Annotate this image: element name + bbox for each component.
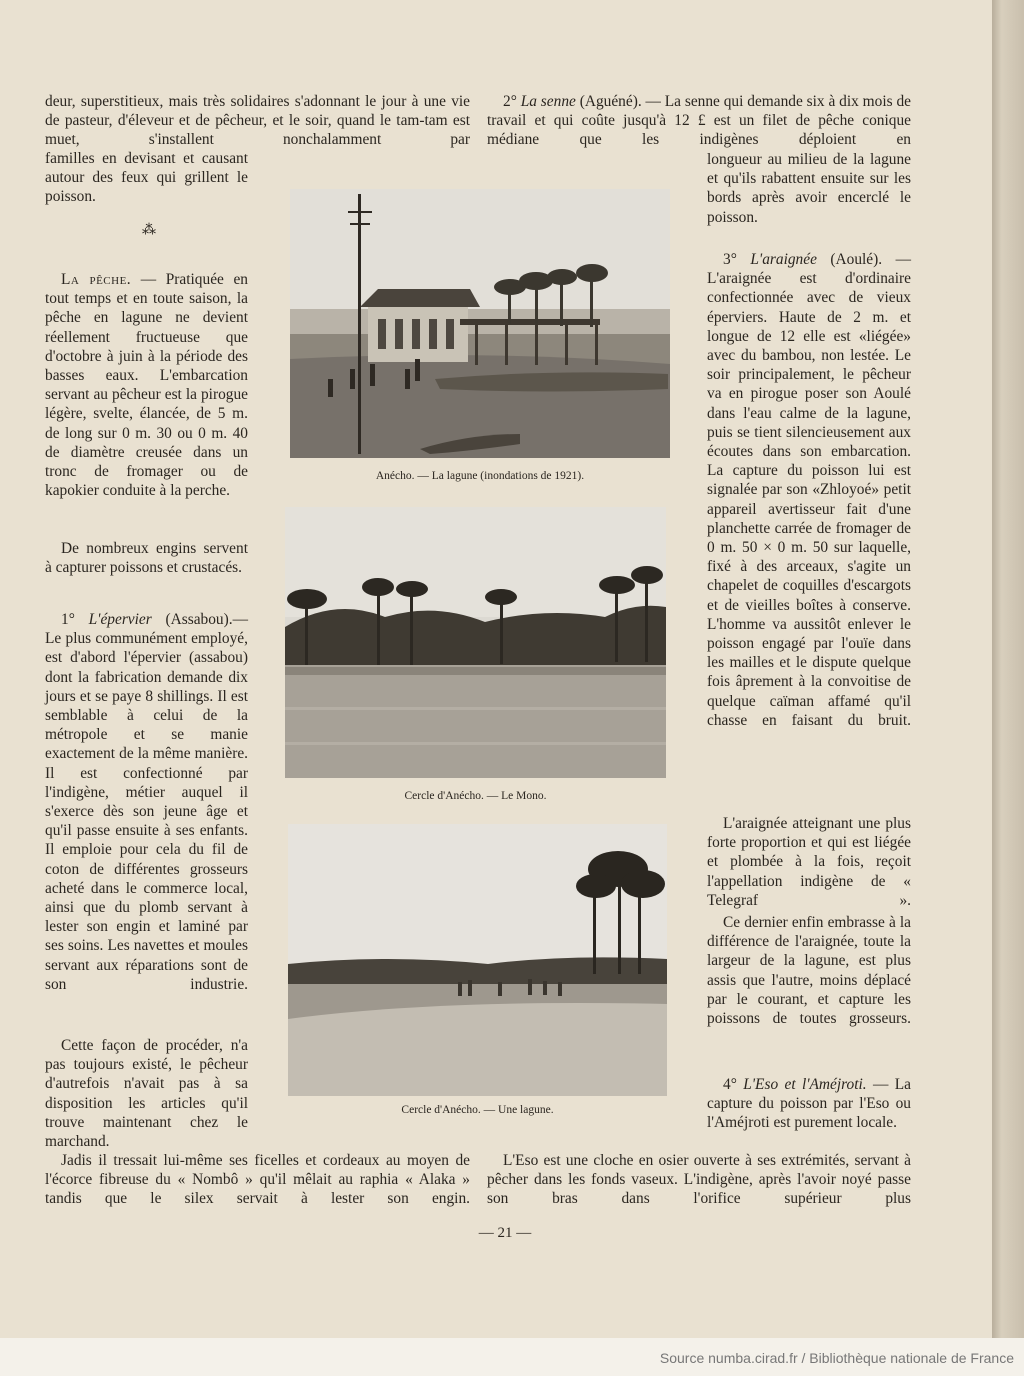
jadis-paragraph [45, 1151, 470, 1209]
eso-desc-paragraph [487, 1151, 911, 1209]
epervier-title: L'épervier [88, 611, 152, 628]
facon-paragraph [45, 1036, 248, 1151]
epervier-paragraph [45, 610, 248, 994]
peche-text: — Pratiquée en tout temps et en toute saison, la pêche en lagune ne devient réellement fructueuse que d'octobre à juin à la période des basses eaux. L'embarcation servant au pêcheur est la pirogue légère, svelte, élancée, de 5 m. de long sur 0 m. 30 ou 0 m. 40 de diamètre creusée dans un tronc de fromager ou de kapokier conduite à la perche. [45, 271, 248, 500]
eso-title: L'Eso et l'Améjroti. [743, 1076, 867, 1093]
photo-aneco-lagune [290, 189, 670, 458]
peche-paragraph [45, 270, 248, 500]
senne-num: 2° [503, 93, 521, 110]
photo-une-lagune [288, 824, 667, 1096]
senne-text: (Aguéné). — La senne qui demande six à dix mois de travail et qui coûte jusqu'à 12 £ est un filet de pêche conique médiane que les indigènes déploient en [487, 93, 911, 149]
engins-paragraph [45, 539, 248, 577]
araignee-paragraph [707, 250, 911, 730]
eso-paragraph [707, 1075, 911, 1133]
jadis-text: Jadis il tressait lui-même ses ficelles et cordeaux au moyen de l'écorce fibreuse du « Nombô » qu'il mêlait au raphia « Alaka » tandis que le silex servait à lester son engin. [45, 1152, 470, 1208]
intro-paragraph: deur, superstitieux, mais très solidaires s'adonnant le jour à une vie de pasteur, d'éleveur et de pêcheur, et le soir, quand le tam-tam est muet, s'installent nonchalamment par [45, 93, 470, 149]
caption-photo-2: Cercle d'Anécho. — Le Mono. [404, 790, 547, 802]
caption-photo-1: Anécho. — La lagune (inondations de 1921). [375, 470, 585, 482]
peche-heading: La pêche. [61, 271, 132, 288]
page-number: — 21 — [478, 1225, 532, 1241]
araignee-text: (Aoulé). — L'araignée est d'ordinaire confectionnée avec de vieux éperviers. Haute de 2 m. et longue de 12 elle est «liégée» avec du bambou, non lestée. Le soir principalement, le pêcheur va en pirogue poser son Aoulé dans l'eau calme de la lagune, puis se tient silencieusement aux écoutes dans son embarcation. La capture du poisson lui est signalée par son «Zhloyoé» petit appareil avertisseur fait d'une planchette carrée de fromager de 0 m. 50 × 0 m. 50 sur laquelle, fixé à des arceaux, s'agite un chapelet de coquilles d'escargots et de vieilles boîtes à conserve. L'homme va aussitôt enlever le poisson engagé par l'ouïe dans les mailles et le dispute quelque fois âprement à la convoitise de quelque caïman affamé qu'il chasse en faisant du bruit. [707, 251, 911, 729]
page-edge [992, 0, 1024, 1376]
source-credit: Source numba.cirad.fr / Bibliothèque nationale de France [659, 1350, 1014, 1366]
senne-title: La senne [520, 93, 576, 110]
engins-text: De nombreux engins servent à capturer poissons et crustacés. [45, 540, 248, 577]
caption-photo-3: Cercle d'Anécho. — Une lagune. [401, 1104, 554, 1116]
eso-num: 4° [723, 1076, 744, 1093]
eso-desc-text: L'Eso est une cloche en osier ouverte à ses extrémités, servant à pêcher dans les fonds vaseux. L'indigène, après l'avoir noyé passe son bras dans l'orifice supérieur plus [487, 1152, 911, 1208]
photo-le-mono [285, 507, 666, 778]
ornament-asterism: ⁂ [142, 222, 156, 238]
telegraf-paragraph [707, 814, 911, 910]
dernier-text: Ce dernier enfin embrasse à la différence de l'araignée, toute la largeur de la lagune, est plus assis que l'autre, moins déplacé par le courant, et capture les poissons de toutes grosseurs. [707, 914, 911, 1028]
araignee-title: L'araignée [750, 251, 817, 268]
telegraf-text: L'araignée atteignant une plus forte proportion et qui est liégée et plombée à la fois, reçoit l'appellation indigène de « Telegraf ». [707, 815, 911, 909]
epervier-text: (Assabou).— Le plus communément employé, est d'abord l'épervier (assabou) dont la fabrication demande dix jours et se paye 8 shillings. Il est semblable à celui de la métropole et se manie exactement de la même manière. Il est confectionné par l'indigène, métier auquel il s'exerce dès son jeune âge et qu'il passe ensuite à ses enfants. Il emploie pour cela du fil de coton de différentes grosseurs acheté dans le commerce local, ainsi que du plomb servant à lester son engin et laminé par ses soins. Les navettes et moules servant aux réparations sont de son industrie. [45, 611, 248, 993]
dernier-paragraph [707, 913, 911, 1028]
araignee-num: 3° [723, 251, 751, 268]
eso-text: — La capture du poisson par l'Eso ou l'Améjroti est purement locale. [707, 1076, 911, 1132]
senne-paragraph [487, 92, 911, 150]
epervier-num: 1° [61, 611, 89, 628]
senne-paragraph-cont: longueur au milieu de la lagune et qu'ils rabattent ensuite sur les bords après avoir encerclé le poisson. [707, 151, 911, 226]
intro-paragraph-cont: familles en devisant et causant autour des feux qui grillent le poisson. [45, 150, 248, 206]
facon-text: Cette façon de procéder, n'a pas toujours existé, le pêcheur d'autrefois n'avait pas à sa disposition les articles qu'il trouve maintenant chez le marchand. [45, 1037, 248, 1151]
